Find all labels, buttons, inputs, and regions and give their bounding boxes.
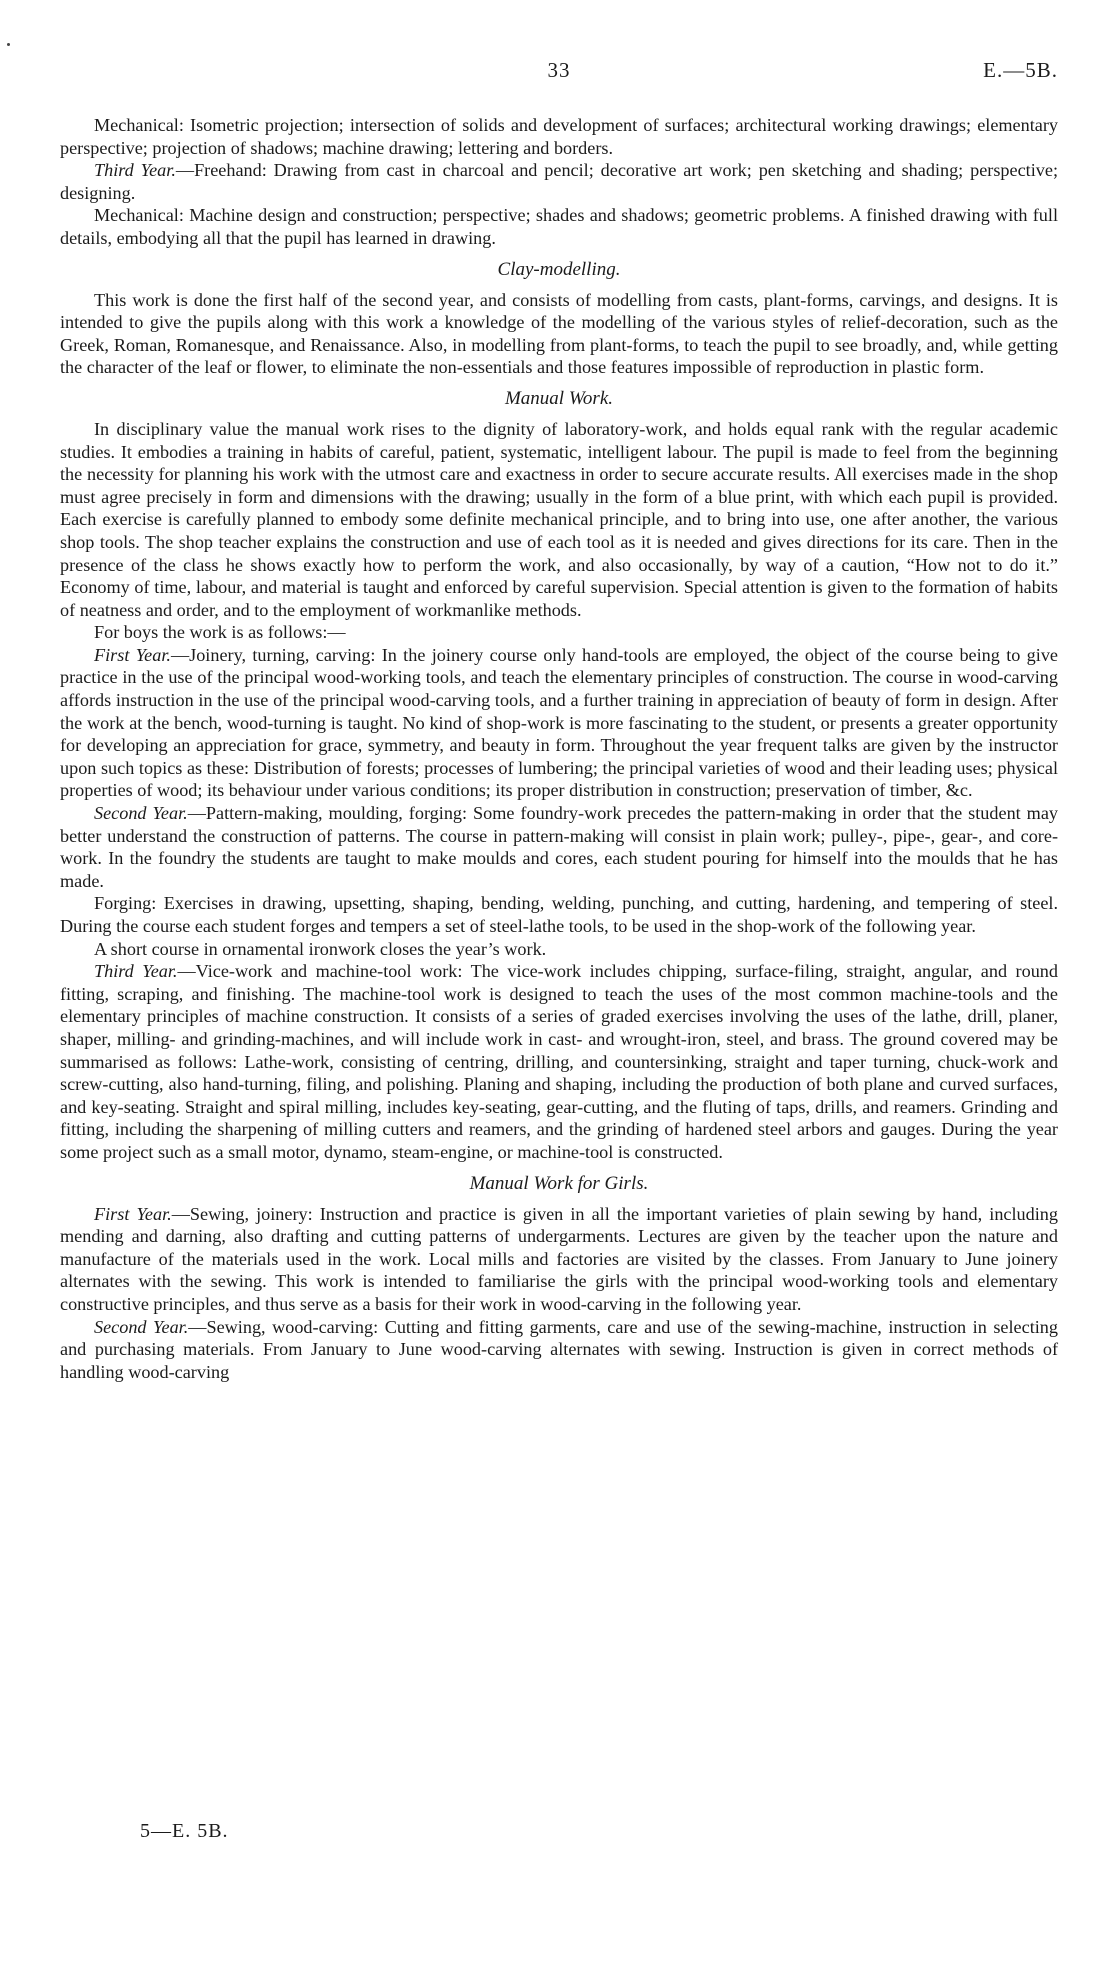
paragraph-forging: Forging: Exercises in drawing, upsetting, shaping, bending, welding, punching, and cutting, hardening, and tempering of steel. During the course each student forges and tempers a set of steel-lathe tools, to be used in the shop-work of the following year. [60, 893, 1058, 936]
year-lead: Third Year. [94, 961, 178, 982]
year-lead: Third Year. [94, 160, 176, 181]
paragraph-boys-first-year: First Year.—Joinery, turning, carving: In the joinery course only hand-tools are employed, the object of the course being to give practice in the use of the principal wood-working tools, and teach the elementary principles of construction. The course in wood-carving affords instruction in the use of the principal wood-carving tools, and a further training in appreciation of beauty of form in design. After the work at the bench, wood-turning is taught. No kind of shop-work is more fascinating to the student, or presents a greater opportunity for developing an appreciation for grace, symmetry, and beauty in form. Throughout the year frequent talks are given by the instructor upon such topics as these: Distribution of forests; processes of lumbering; the principal varieties of wood and their leading uses; physical properties of wood; its behaviour under various conditions; its proper distribution in construction; preservation of timber, &c. [60, 644, 1058, 801]
paragraph-boys-intro: For boys the work is as follows:— [94, 622, 346, 643]
paragraph-ironwork: A short course in ornamental ironwork closes the year’s work. [94, 938, 547, 959]
page-header [60, 58, 1058, 88]
paragraph-mechanical-third-year: Mechanical: Machine design and construction; perspective; shades and shadows; geometric problems. A finished drawing with full details, embodying all that the pupil has learned in drawing. [60, 205, 1058, 248]
paragraph-third-year-freehand: Third Year.—Freehand: Drawing from cast in charcoal and pencil; decorative art work; pen sketching and shading; perspective; designing. [60, 160, 1058, 203]
year-lead: First Year. [94, 1203, 172, 1224]
paragraph-clay-modelling: This work is done the first half of the second year, and consists of modelling from casts, plant-forms, carvings, and designs. It is intended to give the pupils along with this work a knowledge of the modelling of the various styles of relief-decoration, such as the Greek, Roman, Romanesque, and Renaissance. Also, in modelling from plant-forms, to teach the pupil to see broadly, and, while getting the character of the leaf or flower, to eliminate the non-essentials and those features impossible of reproduction in plastic form. [60, 289, 1058, 378]
paragraph-manual-work: In disciplinary value the manual work rises to the dignity of laboratory-work, and holds equal rank with the regular academic studies. It embodies a training in habits of careful, patient, systematic, intelligent labour. The pupil is made to feel from the beginning the necessity for planning his work with the utmost care and exactness in order to secure accurate results. All exercises made in the shop must agree precisely in form and dimensions with the drawing; usually in the form of a blue print, with which each pupil is provided. Each exercise is carefully planned to embody some definite mechanical principle, and to bring into use, one after another, the various shop tools. The shop teacher explains the construction and use of each tool as it is needed and gives directions for its care. Then in the presence of the class he shows exactly how to perform the work, and also occasionally, by way of a caution, “How not to do it.” Economy of time, labour, and material is taught and enforced by careful supervision. Special attention is given to the formation of habits of neatness and order, and to the employment of workmanlike methods. [60, 418, 1058, 620]
heading-clay-modelling: Clay-modelling. [497, 258, 621, 280]
year-lead: Second Year. [94, 803, 188, 824]
paragraph-boys-second-year: Second Year.—Pattern-making, moulding, forging: Some foundry-work precedes the pattern-making in order that the student may better understand the construction of patterns. The course in pattern-making will consist in plain work; pulley-, pipe-, gear-, and core-work. In the foundry the students are taught to make moulds and cores, each student pouring for himself into the moulds that he has made. [60, 803, 1058, 891]
paragraph-boys-third-year: Third Year.—Vice-work and machine-tool work: The vice-work includes chipping, surface-filing, straight, angular, and round fitting, scraping, and finishing. The machine-tool work is designed to teach the uses of the most common machine-tools and the elementary principles of machine construction. It consists of a series of graded exercises involving the uses of the lathe, drill, planer, shaper, milling- and grinding-machines, and will include work in cast- and wrought-iron, steel, and brass. The ground covered may be summarised as follows: Lathe-work, consisting of centring, drilling, and countersinking, straight and taper turning, chuck-work and screw-cutting, also hand-turning, filing, and polishing. Planing and shaping, including the production of both plane and curved surfaces, and key-seating. Straight and spiral milling, includes key-seating, gear-cutting, and the fluting of taps, drills, and reamers. Grinding and fitting, including the sharpening of milling cutters and reamers, and the grinding of hardened steel arbors and gauges. During the year some project such as a small motor, dynamo, steam-engine, or machine-tool is constructed. [60, 961, 1058, 1162]
heading-manual-work: Manual Work. [504, 387, 614, 409]
paragraph-girls-second-year: Second Year.—Sewing, wood-carving: Cutting and fitting garments, care and use of the sewing-machine, instruction in selecting and purchasing materials. From January to June wood-carving alternates with sewing. Instruction is given in correct methods of handling wood-carving [60, 1316, 1058, 1382]
page-number: 33 [547, 58, 571, 82]
year-lead: First Year. [94, 644, 171, 665]
paragraph-girls-first-year: First Year.—Sewing, joinery: Instruction and practice is given in all the important varieties of plain sewing by hand, including mending and darning, also drafting and cutting patterns of undergarments. Lectures are given by the teacher upon the nature and manufacture of the materials used in the work. Local mills and factories are visited by the classes. From January to June joinery alternates with the sewing. This work is intended to familiarise the girls with the principal wood-working tools and elementary constructive principles, and thus serve as a basis for their work in wood-carving in the following year. [60, 1203, 1058, 1314]
scan-speck [7, 43, 10, 46]
heading-manual-work-girls: Manual Work for Girls. [469, 1172, 649, 1194]
year-lead: Second Year. [94, 1316, 189, 1337]
document-reference: E.—5B. [983, 58, 1058, 82]
document-body [60, 114, 1058, 1383]
signature-mark: 5—E. 5B. [140, 1820, 229, 1842]
paragraph-mechanical-second-year: Mechanical: Isometric projection; intersection of solids and development of surfaces; architectural working drawings; elementary perspective; projection of shadows; machine drawing; lettering and borders. [60, 115, 1058, 158]
